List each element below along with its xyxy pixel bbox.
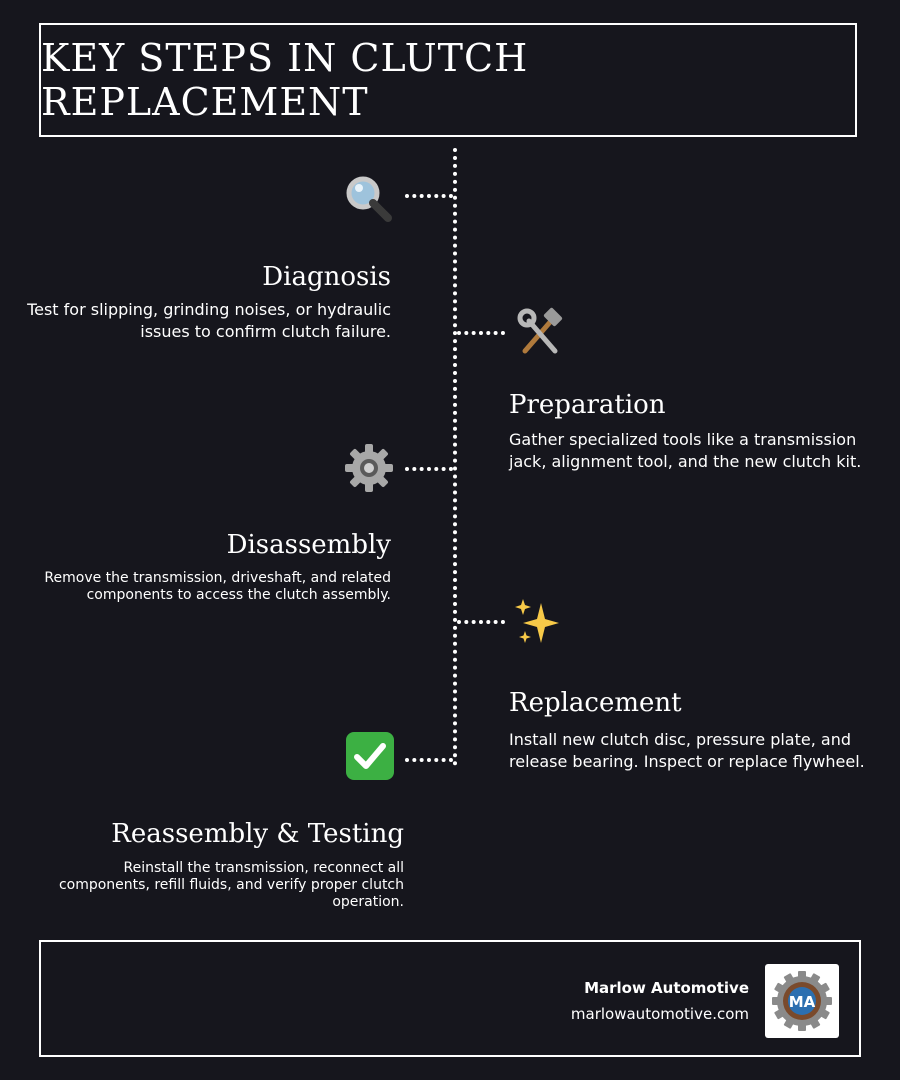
connector-reassembly — [405, 758, 453, 762]
step-title-preparation: Preparation — [509, 390, 666, 420]
step-desc-disassembly: Remove the transmission, driveshaft, and related components to access the clutch assembly. — [44, 570, 391, 603]
step-desc-preparation: Gather specialized tools like a transmission jack, alignment tool, and the new clutch kit. — [509, 430, 862, 471]
step-title-diagnosis: Diagnosis — [262, 262, 391, 292]
connector-disassembly — [405, 467, 453, 471]
hammer-wrench-icon — [514, 306, 566, 358]
company-logo — [765, 964, 839, 1038]
step-desc-replacement: Install new clutch disc, pressure plate, and release bearing. Inspect or replace flywheel. — [509, 730, 865, 771]
timeline-spine — [453, 148, 457, 766]
logo-monogram: MA — [788, 993, 816, 1011]
footer — [39, 940, 861, 1057]
magnifying-glass-icon — [342, 172, 394, 224]
check-mark-icon — [344, 730, 396, 782]
connector-replacement — [457, 620, 505, 624]
sparkles-icon — [512, 596, 564, 648]
step-desc-reassembly: Reinstall the transmission, reconnect all components, refill fluids, and verify proper clutch operation. — [58, 860, 404, 910]
connector-preparation — [457, 331, 505, 335]
step-title-reassembly: Reassembly & Testing — [111, 819, 404, 849]
connector-diagnosis — [405, 194, 453, 198]
website-link[interactable]: marlowautomotive.com — [570, 1005, 749, 1023]
company-name: Marlow Automotive — [584, 979, 749, 997]
page-title: KEY STEPS IN CLUTCH REPLACEMENT — [41, 36, 529, 124]
step-desc-diagnosis: Test for slipping, grinding noises, or hydraulic issues to confirm clutch failure. — [27, 300, 391, 341]
step-title-disassembly: Disassembly — [226, 530, 391, 560]
title-banner — [39, 23, 857, 137]
step-title-replacement: Replacement — [509, 688, 682, 718]
gear-icon — [343, 442, 395, 494]
